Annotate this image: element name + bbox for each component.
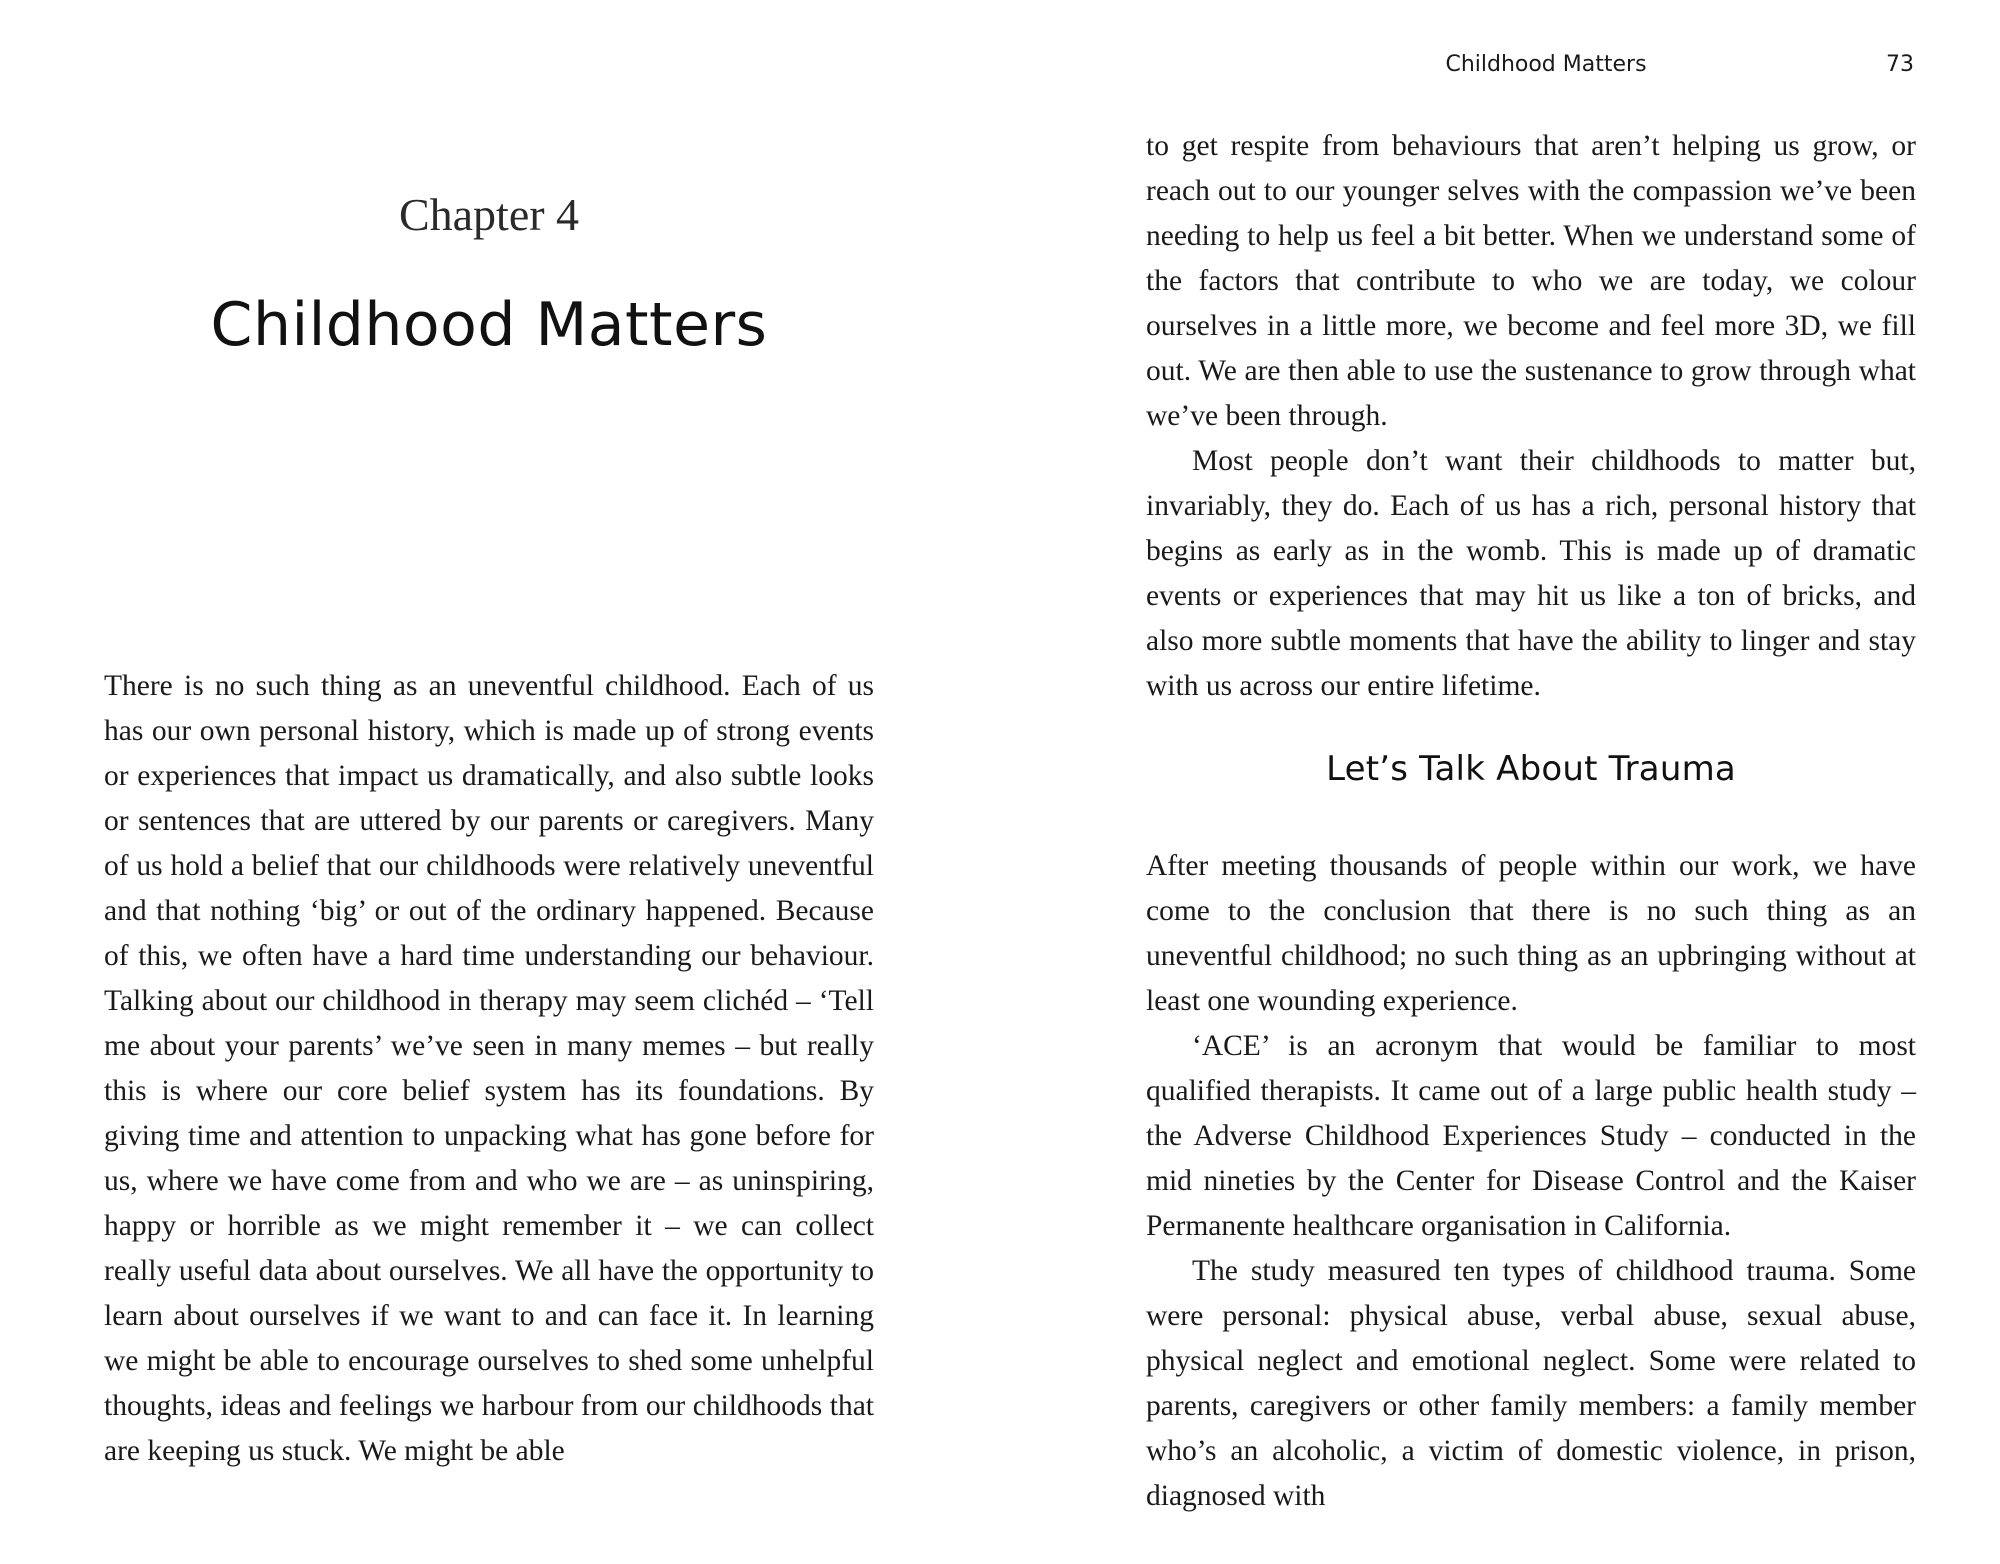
right-top-text [1146, 124, 1916, 709]
trauma-paragraph-1: After meeting thousands of people within our work, we have come to the conclusion that there is no such thing as an uneventful childhood; no such thing as an upbringing without at least one wounding experience. [1146, 850, 1916, 1017]
trauma-paragraph-3: The study measured ten types of childhood trauma. Some were personal: physical abuse, verbal abuse, sexual abuse, physical neglect and emotional neglect. Some were related to parents, caregivers or other family members: a family member who’s an alcoholic, a victim of domestic violence, in prison, diagnosed with [1146, 1255, 1916, 1512]
running-head: Childhood Matters [1445, 52, 1647, 77]
right-section-text [1146, 844, 1916, 1519]
continuation-paragraph: to get respite from behaviours that aren’t helping us grow, or reach out to our younger selves with the compassion we’ve been needing to help us feel a bit better. When we understand some of the factors that contribute to who we are today, we colour ourselves in a little more, we become and feel more 3D, we fill out. We are then able to use the sustenance to grow through what we’ve been through. [1146, 130, 1916, 432]
chapter-title: Childhood Matters [210, 290, 768, 360]
section-heading: Let’s Talk About Trauma [1326, 749, 1736, 789]
opening-paragraph: There is no such thing as an uneventful childhood. Each of us has our own personal history, which is made up of strong events or experiences that impact us dramatically, and also subtle looks or sentences that are uttered by our parents or caregivers. Many of us hold a belief that our childhoods were relatively uneventful and that nothing ‘big’ or out of the ordinary happened. Because of this, we often have a hard time understanding our behaviour. Talking about our childhood in therapy may seem clichéd – ‘Tell me about your parents’ we’ve seen in many memes – but really this is where our core belief system has its foundations. By giving time and attention to unpacking what has gone before for us, where we have come from and who we are – as uninspiring, happy or horrible as we might remember it – we can collect really useful data about ourselves. We all have the opportunity to learn about ourselves if we want to and can face it. In learning we might be able to encourage ourselves to shed some unhelpful thoughts, ideas and feelings we harbour from our childhoods that are keeping us stuck. We might be able [104, 670, 874, 1467]
chapter-number: Chapter 4 [398, 189, 580, 240]
trauma-paragraph-2: ‘ACE’ is an acronym that would be familiar to most qualified therapists. It came out of a large public health study – the Adverse Childhood Experiences Study – conducted in the mid nineties by the Center for Disease Control and the Kaiser Permanente healthcare organisation in California. [1146, 1030, 1916, 1242]
childhood-history-paragraph: Most people don’t want their childhoods to matter but, invariably, they do. Each of us has a rich, personal history that begins as early as in the womb. This is made up of dramatic events or experiences that may hit us like a ton of bricks, and also more subtle moments that have the ability to linger and stay with us across our entire lifetime. [1146, 445, 1916, 702]
page-number: 73 [1886, 52, 1914, 77]
